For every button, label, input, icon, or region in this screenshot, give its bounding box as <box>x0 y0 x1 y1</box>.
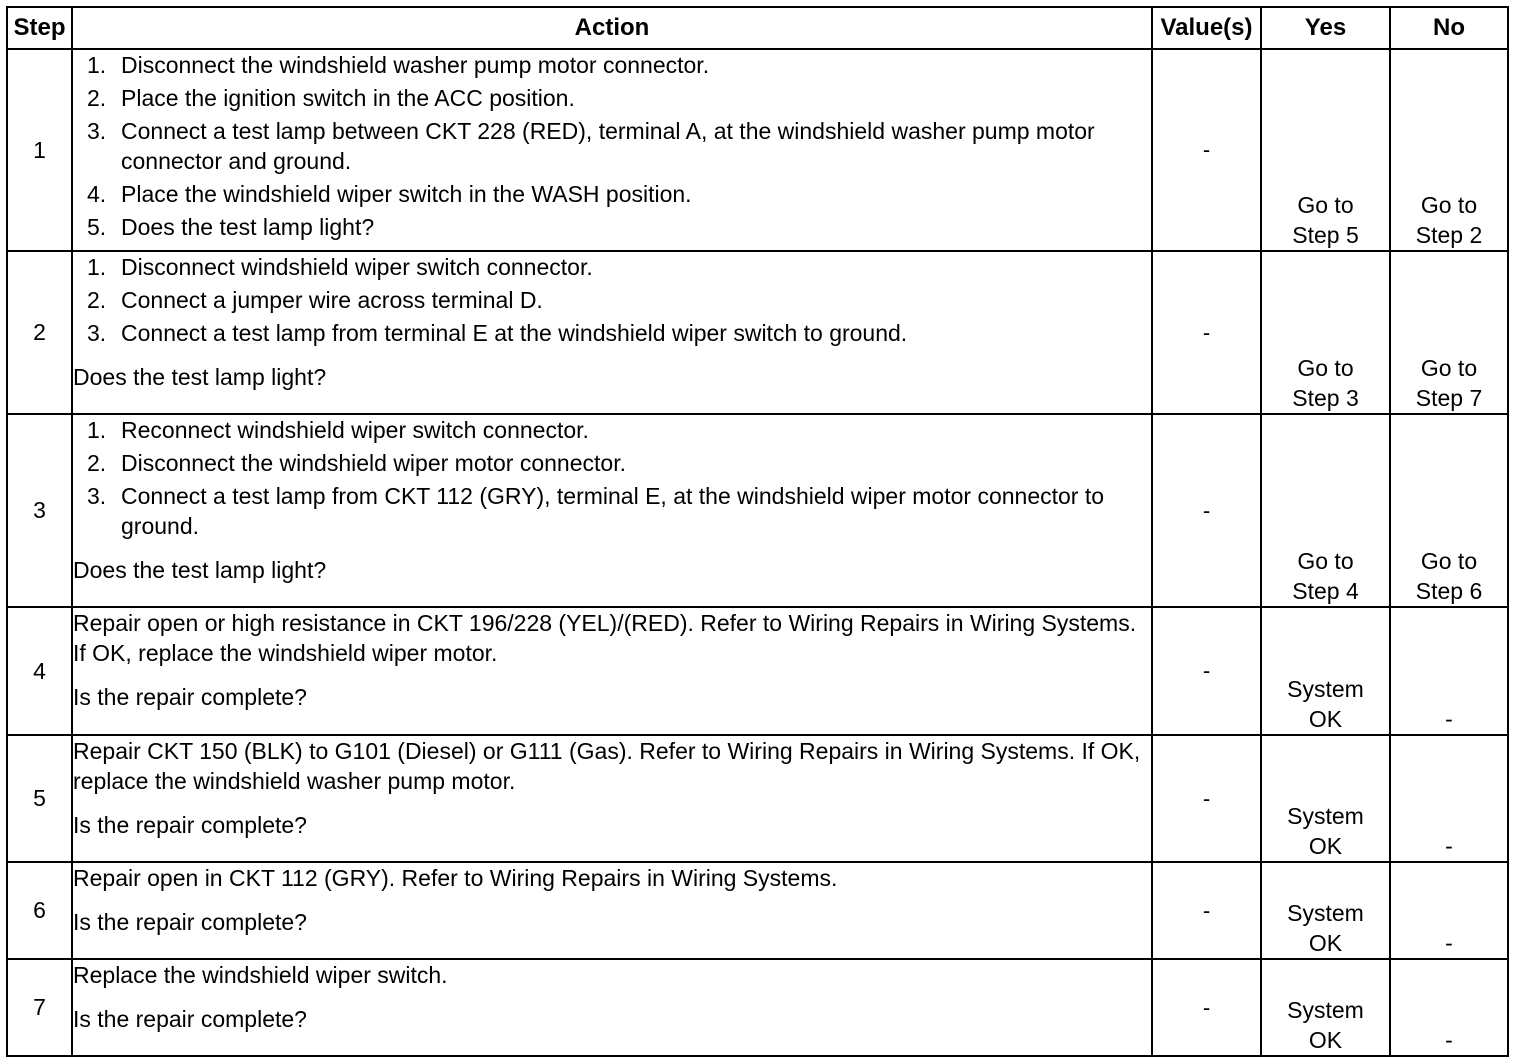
list-number: 5. <box>87 214 107 240</box>
action-item-text: Disconnect the windshield wiper motor connector. <box>121 450 626 476</box>
no-line: Go to <box>1420 548 1478 574</box>
yes-line: System <box>1287 997 1364 1023</box>
no-cell <box>1390 862 1508 959</box>
action-question: Does the test lamp light? <box>73 557 327 583</box>
action-list-item <box>73 481 1151 541</box>
action-text: Repair CKT 150 (BLK) to G101 (Diesel) or G111 (Gas). Refer to Wiring Repairs in Wiring Systems. If OK, replace the windshield washer pump motor. <box>73 738 1141 794</box>
yes-cell <box>1261 414 1390 607</box>
step-number: 7 <box>7 959 72 1056</box>
action-item-text: Connect a test lamp from terminal E at the windshield wiper switch to ground. <box>121 320 908 346</box>
yes-line: OK <box>1308 706 1343 732</box>
step-number: 4 <box>7 607 72 735</box>
action-cell <box>72 959 1152 1056</box>
value-cell: - <box>1152 414 1261 607</box>
list-number: 1. <box>87 417 107 443</box>
action-cell <box>72 414 1152 607</box>
action-question: Is the repair complete? <box>73 812 307 838</box>
value-cell: - <box>1152 49 1261 251</box>
no-line: - <box>1445 833 1453 859</box>
list-number: 2. <box>87 287 107 313</box>
header-values: Value(s) <box>1152 7 1261 49</box>
action-item-text: Connect a test lamp between CKT 228 (RED), terminal A, at the windshield washer pump motor connector and ground. <box>121 118 1095 174</box>
action-text: Repair open or high resistance in CKT 196/228 (YEL)/(RED). Refer to Wiring Repairs in Wiring Systems. If OK, replace the windshield wiper motor. <box>73 610 1137 666</box>
no-cell <box>1390 49 1508 251</box>
action-item-text: Disconnect the windshield washer pump motor connector. <box>121 52 710 78</box>
list-number: 3. <box>87 118 107 144</box>
yes-cell <box>1261 959 1390 1056</box>
action-item-text: Connect a test lamp from CKT 112 (GRY), terminal E, at the windshield wiper motor connector to ground. <box>121 483 1105 539</box>
yes-line: System <box>1287 900 1364 926</box>
no-line: - <box>1445 1027 1453 1053</box>
action-item-text: Place the windshield wiper switch in the WASH position. <box>121 181 692 207</box>
step-number: 2 <box>7 251 72 414</box>
no-line: Step 6 <box>1415 578 1483 604</box>
yes-cell <box>1261 735 1390 862</box>
yes-line: Go to <box>1297 548 1354 574</box>
header-row <box>7 7 1508 49</box>
yes-cell <box>1261 251 1390 414</box>
value-cell: - <box>1152 735 1261 862</box>
action-item-text: Reconnect windshield wiper switch connector. <box>121 417 589 443</box>
no-line: Go to <box>1420 355 1478 381</box>
action-item-text: Does the test lamp light? <box>121 214 375 240</box>
no-line: - <box>1445 706 1453 732</box>
table-row <box>7 862 1508 959</box>
no-line: Step 7 <box>1415 385 1483 411</box>
no-cell <box>1390 607 1508 735</box>
yes-line: OK <box>1308 833 1343 859</box>
value-cell: - <box>1152 959 1261 1056</box>
step-number: 3 <box>7 414 72 607</box>
action-list-item <box>73 179 1151 209</box>
action-cell <box>72 49 1152 251</box>
action-text: Replace the windshield wiper switch. <box>73 962 448 988</box>
action-list-item <box>73 252 1151 282</box>
step-number: 1 <box>7 49 72 251</box>
yes-line: Step 3 <box>1292 385 1359 411</box>
header-action: Action <box>72 7 1152 49</box>
table-row <box>7 49 1508 251</box>
header-step: Step <box>7 7 72 49</box>
yes-cell <box>1261 862 1390 959</box>
action-cell <box>72 607 1152 735</box>
action-item-text: Disconnect windshield wiper switch connector. <box>121 254 593 280</box>
table-row <box>7 251 1508 414</box>
yes-line: OK <box>1308 930 1343 956</box>
table-row <box>7 735 1508 862</box>
action-list-item <box>73 318 1151 348</box>
list-number: 1. <box>87 254 107 280</box>
list-number: 3. <box>87 483 107 509</box>
action-item-text: Connect a jumper wire across terminal D. <box>121 287 543 313</box>
action-list-item <box>73 83 1151 113</box>
yes-line: OK <box>1308 1027 1343 1053</box>
action-question: Does the test lamp light? <box>73 364 327 390</box>
yes-line: System <box>1287 803 1364 829</box>
yes-line: System <box>1287 676 1364 702</box>
list-number: 2. <box>87 85 107 111</box>
value-cell: - <box>1152 251 1261 414</box>
table-row <box>7 607 1508 735</box>
step-number: 5 <box>7 735 72 862</box>
yes-line: Step 5 <box>1292 222 1359 248</box>
diagnostic-table <box>6 6 1509 1057</box>
action-question: Is the repair complete? <box>73 684 307 710</box>
action-cell <box>72 735 1152 862</box>
action-list-item <box>73 415 1151 445</box>
action-list-item <box>73 448 1151 478</box>
no-cell <box>1390 251 1508 414</box>
action-list-item <box>73 285 1151 315</box>
no-line: Go to <box>1420 192 1478 218</box>
no-line: Step 2 <box>1415 222 1483 248</box>
value-cell: - <box>1152 862 1261 959</box>
no-cell <box>1390 414 1508 607</box>
value-cell: - <box>1152 607 1261 735</box>
table-row <box>7 959 1508 1056</box>
step-number: 6 <box>7 862 72 959</box>
yes-line: Step 4 <box>1292 578 1359 604</box>
action-list <box>73 50 1151 242</box>
yes-cell <box>1261 607 1390 735</box>
action-text: Repair open in CKT 112 (GRY). Refer to Wiring Repairs in Wiring Systems. <box>73 865 838 891</box>
action-list-item <box>73 50 1151 80</box>
action-item-text: Place the ignition switch in the ACC position. <box>121 85 575 111</box>
action-list <box>73 252 1151 348</box>
table-row <box>7 414 1508 607</box>
header-yes: Yes <box>1261 7 1390 49</box>
action-cell <box>72 251 1152 414</box>
list-number: 1. <box>87 52 107 78</box>
action-list-item <box>73 116 1151 176</box>
action-question: Is the repair complete? <box>73 1006 307 1032</box>
action-question: Is the repair complete? <box>73 909 307 935</box>
yes-line: Go to <box>1297 192 1354 218</box>
action-cell <box>72 862 1152 959</box>
action-list <box>73 415 1151 541</box>
yes-line: Go to <box>1297 355 1354 381</box>
header-no: No <box>1390 7 1508 49</box>
no-cell <box>1390 959 1508 1056</box>
action-list-item <box>73 212 1151 242</box>
list-number: 4. <box>87 181 107 207</box>
no-cell <box>1390 735 1508 862</box>
list-number: 3. <box>87 320 107 346</box>
list-number: 2. <box>87 450 107 476</box>
yes-cell <box>1261 49 1390 251</box>
no-line: - <box>1445 930 1453 956</box>
